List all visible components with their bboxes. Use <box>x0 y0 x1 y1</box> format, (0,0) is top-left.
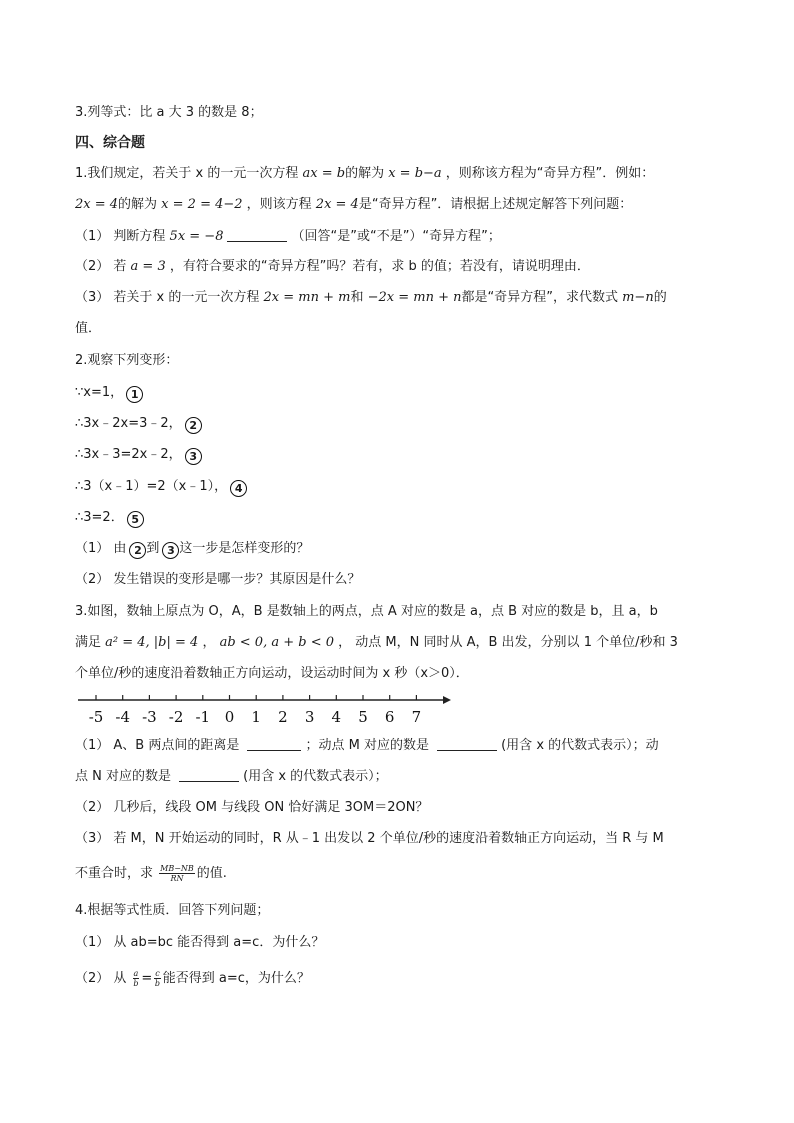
q4-stem <box>75 902 269 920</box>
text: （2） 几秒后，线段 OM 与线段 ON 恰好满足 3OM＝2ON？ <box>75 800 429 815</box>
answer-blank[interactable] <box>179 767 239 782</box>
tick-label: 4 <box>331 708 342 726</box>
text: 3.如图，数轴上原点为 O，A，B 是数轴上的两点，点 A 对应的数是 a，点 B 对应的数是 b，且 a，b <box>75 604 658 619</box>
math: 2x = mn + m <box>263 290 351 305</box>
q2-step-4 <box>75 478 247 497</box>
text: 4.根据等式性质．回答下列问题； <box>75 903 270 918</box>
text: 和 <box>350 290 368 305</box>
tick-label: 7 <box>411 708 422 726</box>
tick-label: 3 <box>304 708 315 726</box>
math: x = 2 = 4−2 <box>161 197 243 212</box>
text: 满足 <box>75 635 106 650</box>
circled-number: 2 <box>185 417 202 434</box>
text: ∴3x﹣2x=3﹣2， <box>75 416 182 431</box>
circled-number: 1 <box>126 386 143 403</box>
text: ， 动点 M，N 同时从 A，B 出发，分别以 1 个单位/秒和 3 <box>334 635 678 650</box>
text: （2） 发生错误的变形是哪一步？其原因是什么？ <box>75 572 361 587</box>
q1-part-2 <box>75 258 590 276</box>
text: 的解为 <box>118 197 162 212</box>
text: 2.观察下列变形： <box>75 353 179 368</box>
q3-stem-line-2 <box>75 634 678 652</box>
math: m−n <box>622 290 654 305</box>
numerator: MB−NB <box>160 864 194 873</box>
math: ax = b <box>302 166 346 181</box>
text: 值． <box>75 321 102 336</box>
tick-label: -5 <box>88 708 104 726</box>
q2-part-1 <box>75 540 309 559</box>
circled-number: 2 <box>129 542 146 559</box>
text: (用含 x 的代数式表示）；动 <box>501 738 659 753</box>
q3-part-1-line-2 <box>75 767 388 786</box>
tick-label: 2 <box>278 708 288 726</box>
answer-blank[interactable] <box>247 736 301 751</box>
circled-number: 3 <box>185 448 202 465</box>
circled-number: 3 <box>162 542 179 559</box>
q3-part-3-line-1 <box>75 830 664 848</box>
q3-stem-line-1 <box>75 603 658 621</box>
q3-part-1-line-1 <box>75 736 659 755</box>
line-1 <box>75 104 263 122</box>
math: 5x = −8 <box>169 229 224 244</box>
text: 1.我们规定，若关于 x 的一元一次方程 <box>75 166 303 181</box>
math: ab < 0, a + b < 0 <box>219 635 335 650</box>
fraction <box>159 864 195 883</box>
axis-arrow-icon <box>443 696 451 704</box>
q2-step-2 <box>75 415 202 434</box>
tick-label: -4 <box>115 708 131 726</box>
q4-part-2 <box>75 969 310 988</box>
text: 是“奇异方程”．请根据上述规定解答下列问题： <box>358 197 633 212</box>
circled-number: 5 <box>127 511 144 528</box>
text: ∴3x﹣3=2x﹣2， <box>75 447 182 462</box>
text: ，则该方程 <box>242 197 316 212</box>
text: 3.列等式：比 a 大 3 的数是 8； <box>75 105 263 120</box>
q1-part-1 <box>75 227 501 246</box>
fraction <box>133 969 140 988</box>
q1-part-3-cont <box>75 320 101 338</box>
answer-blank[interactable] <box>227 227 287 242</box>
q3-part-3-line-2 <box>75 864 227 883</box>
denominator: b <box>133 979 139 988</box>
tick-label: 5 <box>358 708 368 726</box>
text: 的解为 <box>345 166 389 181</box>
text: （回答“是”或“不是”）“奇异方程”； <box>291 229 501 244</box>
text: （3） 若 M，N 开始运动的同时，R 从﹣1 出发以 2 个单位/秒的速度沿着数轴正方向运动，当 R 与 M <box>75 831 664 846</box>
q2-step-1 <box>75 384 143 403</box>
tick-label: -2 <box>168 708 184 726</box>
text: （1） A、B 两点间的距离是 <box>75 738 244 753</box>
text: ∵x=1， <box>75 385 124 400</box>
math: 2x = 4 <box>75 197 119 212</box>
math: −2x = mn + n <box>367 290 462 305</box>
math: 2x = 4 <box>315 197 359 212</box>
math: a² = 4, |b| = 4 <box>105 635 199 650</box>
q2-step-3 <box>75 446 202 465</box>
denominator: b <box>154 979 161 988</box>
text: 能否得到 a=c，为什么？ <box>162 971 310 986</box>
text: 个单位/秒的速度沿着数轴正方向运动，设运动时间为 x 秒（x＞0）． <box>75 666 469 681</box>
q3-part-2 <box>75 799 428 817</box>
heading-text: 四、综合题 <box>75 135 145 151</box>
tick-label: 0 <box>224 708 235 726</box>
text: ， <box>198 635 220 650</box>
text: ；动点 M 对应的数是 <box>305 738 434 753</box>
text: 的值. <box>196 866 227 881</box>
fraction <box>154 969 160 988</box>
section-heading <box>75 134 145 152</box>
q1-stem-line-2 <box>75 196 632 214</box>
text: （2） 从 <box>75 971 131 986</box>
tick-label: -3 <box>142 708 157 726</box>
text: 点 N 对应的数是 <box>75 769 176 784</box>
text: （1） 从 ab=bc 能否得到 a=c．为什么？ <box>75 935 325 950</box>
denominator: RN <box>170 874 184 883</box>
math: a = 3 <box>130 259 166 274</box>
text: (用含 x 的代数式表示）； <box>243 769 388 784</box>
text: 的 <box>653 290 667 305</box>
text: 到 <box>146 541 160 556</box>
numerator: c <box>155 969 160 978</box>
q4-part-1 <box>75 934 324 952</box>
tick-label: 6 <box>384 708 395 726</box>
tick-label: 1 <box>251 708 261 726</box>
math: x = b−a <box>388 166 442 181</box>
answer-blank[interactable] <box>437 736 497 751</box>
q1-stem-line-1 <box>75 165 654 183</box>
text: ∴3（x﹣1）=2（x﹣1）， <box>75 479 228 494</box>
q1-part-3 <box>75 289 667 307</box>
number-line <box>78 692 458 732</box>
text: （1） 判断方程 <box>75 229 170 244</box>
text: 都是“奇异方程”，求代数式 <box>461 290 623 305</box>
text: （1） 由 <box>75 541 127 556</box>
q2-stem <box>75 352 178 370</box>
q3-stem-line-3 <box>75 665 469 683</box>
q2-part-2 <box>75 571 360 589</box>
tick-label: -1 <box>195 708 211 726</box>
text: 这一步是怎样变形的？ <box>179 541 310 556</box>
text: （2） 若 <box>75 259 131 274</box>
text: （3） 若关于 x 的一元一次方程 <box>75 290 264 305</box>
text: ，则称该方程为“奇异方程”．例如： <box>441 166 655 181</box>
text: 不重合时，求 <box>75 866 158 881</box>
text: = <box>141 971 153 986</box>
text: ∴3=2． <box>75 510 124 525</box>
q2-step-5 <box>75 509 144 528</box>
circled-number: 4 <box>230 480 247 497</box>
text: ，有符合要求的“奇异方程”吗？若有，求 b 的值；若没有，请说明理由． <box>165 259 590 274</box>
numerator: a <box>133 969 139 978</box>
